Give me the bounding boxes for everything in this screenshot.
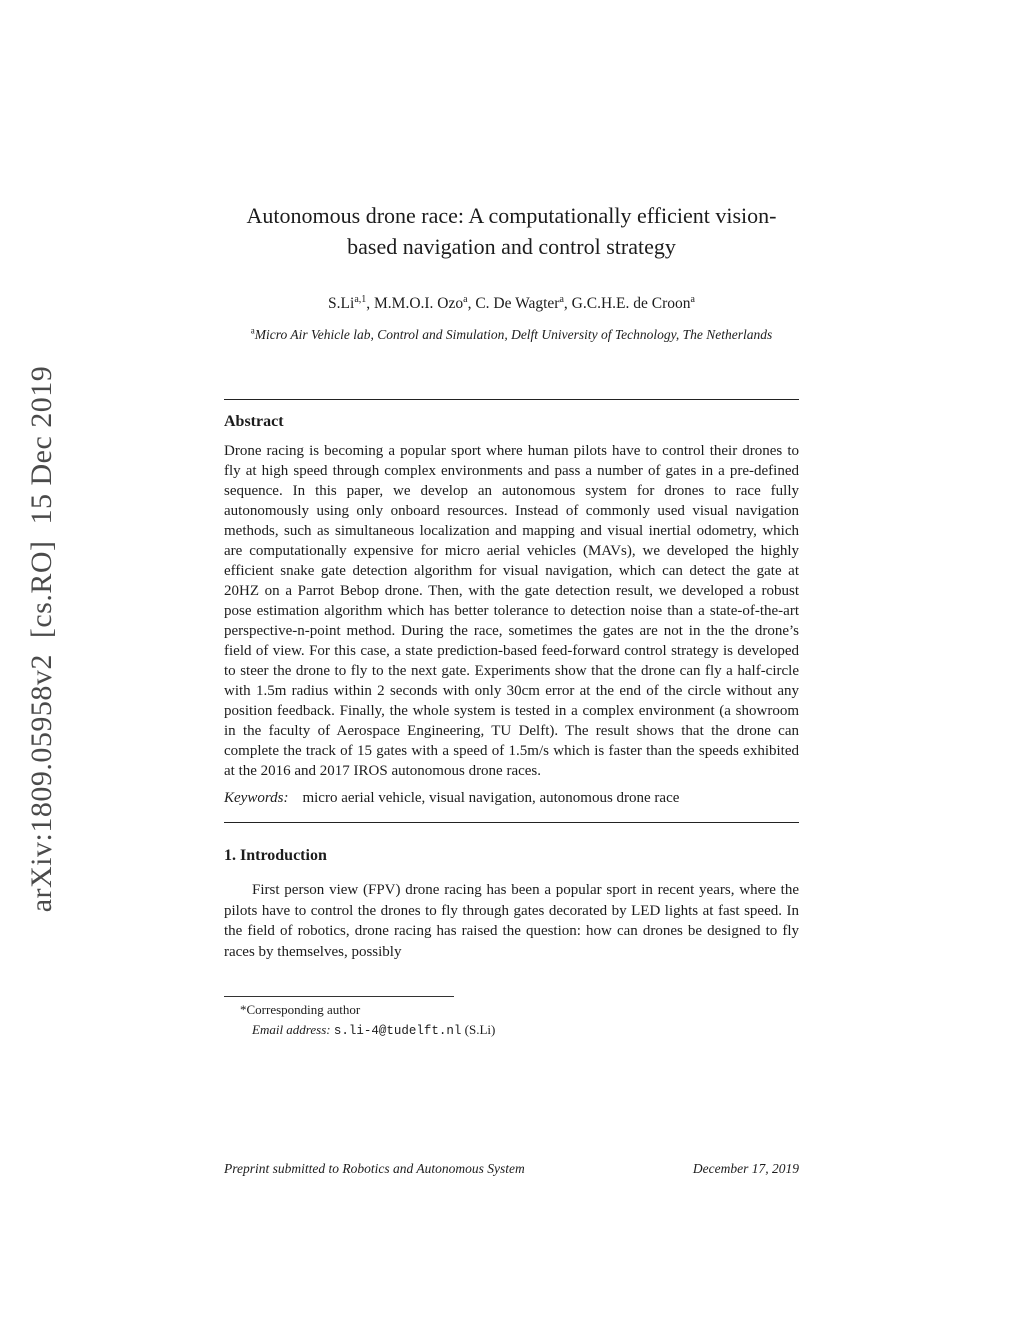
footnote-divider bbox=[224, 996, 454, 997]
author-superscript: a,1 bbox=[354, 293, 367, 305]
author-superscript: a bbox=[559, 293, 564, 305]
page-footer bbox=[224, 1161, 799, 1177]
email-address[interactable]: s.li-4@tudelft.nl bbox=[333, 1023, 462, 1038]
paper-title: Autonomous drone race: A computationally efficient vision-based navigation and control strategy bbox=[246, 203, 777, 259]
paper-page bbox=[224, 0, 799, 1040]
introduction-paragraph: First person view (FPV) drone racing has been a popular sport in recent years, where the pilots have to control the drones to fly through gates decorated by LED lights at fast speed. In the field of robotics, drone racing has raised the question: how can drones be designed to fly races by themselves, possibly bbox=[224, 882, 799, 960]
author: , C. De Wagter bbox=[467, 294, 560, 312]
affiliation bbox=[238, 326, 786, 344]
abstract-body: Drone racing is becoming a popular sport where human pilots have to control their drones to fly at high speed through complex environments and pass a number of gates in a pre-defined sequence. In this paper, we develop an autonomous system for drones to race fully autonomously using only onboard resources. Instead of commonly used visual navigation methods, such as simultaneous localization and mapping and visual inertial odometry, which are computationally expensive for micro aerial vehicles (MAVs), we developed the highly efficient snake gate detection algorithm for visual navigation, which can detect the gate at 20HZ on a Parrot Bebop drone. Then, with the gate detection result, we developed a robust pose estimation algorithm which has better tolerance to detection noise than a state-of-the-art perspective-n-point method. During the race, sometimes the gates are not in the the drone’s field of view. For this case, a state prediction-based feed-forward control strategy is developed to steer the drone to fly to the next gate. Experiments show that the drone can fly a half-circle with 1.5m radius within 2 seconds with only 30cm error at the end of the circle without any position feedback. Finally, the whole system is tested in a complex environment (a showroom in the faculty of Aerospace Engineering, TU Delft). The result shows that the drone can complete the track of 15 gates with a speed of 1.5m/s which is faster than the speeds exhibited at the 2016 and 2017 IROS autonomous drone races. bbox=[224, 443, 799, 780]
email-suffix: (S.Li) bbox=[464, 1021, 496, 1037]
footer-date: December 17, 2019 bbox=[692, 1161, 799, 1176]
keywords-line bbox=[224, 790, 799, 807]
footnote-block bbox=[224, 996, 799, 1039]
arxiv-watermark: arXiv:1809.05958v2 [cs.RO] 15 Dec 2019 bbox=[25, 365, 58, 913]
author-superscript: a bbox=[690, 293, 695, 305]
keywords-text: micro aerial vehicle, visual navigation, autonomous drone race bbox=[302, 790, 680, 807]
email-label: Email address: bbox=[252, 1021, 331, 1037]
email-line bbox=[224, 1021, 799, 1040]
affiliation-text: Micro Air Vehicle lab, Control and Simulation, Delft University of Technology, The Netherlands bbox=[254, 326, 773, 342]
author-line bbox=[224, 295, 799, 313]
abstract-heading: Abstract bbox=[224, 413, 284, 431]
keywords-label: Keywords: bbox=[224, 790, 289, 807]
author-superscript: a bbox=[463, 293, 468, 305]
section-heading-introduction: 1. Introduction bbox=[224, 847, 327, 865]
submission-note: Preprint submitted to Robotics and Autonomous System bbox=[224, 1161, 525, 1176]
author: , M.M.O.I. Ozo bbox=[366, 294, 464, 312]
author: S.Li bbox=[328, 294, 355, 312]
divider-top bbox=[224, 399, 799, 400]
affiliation-superscript: a bbox=[250, 325, 255, 336]
divider-bottom bbox=[224, 822, 799, 823]
author: , G.C.H.E. de Croon bbox=[563, 294, 691, 312]
corresponding-author-note: *Corresponding author bbox=[240, 1002, 361, 1018]
